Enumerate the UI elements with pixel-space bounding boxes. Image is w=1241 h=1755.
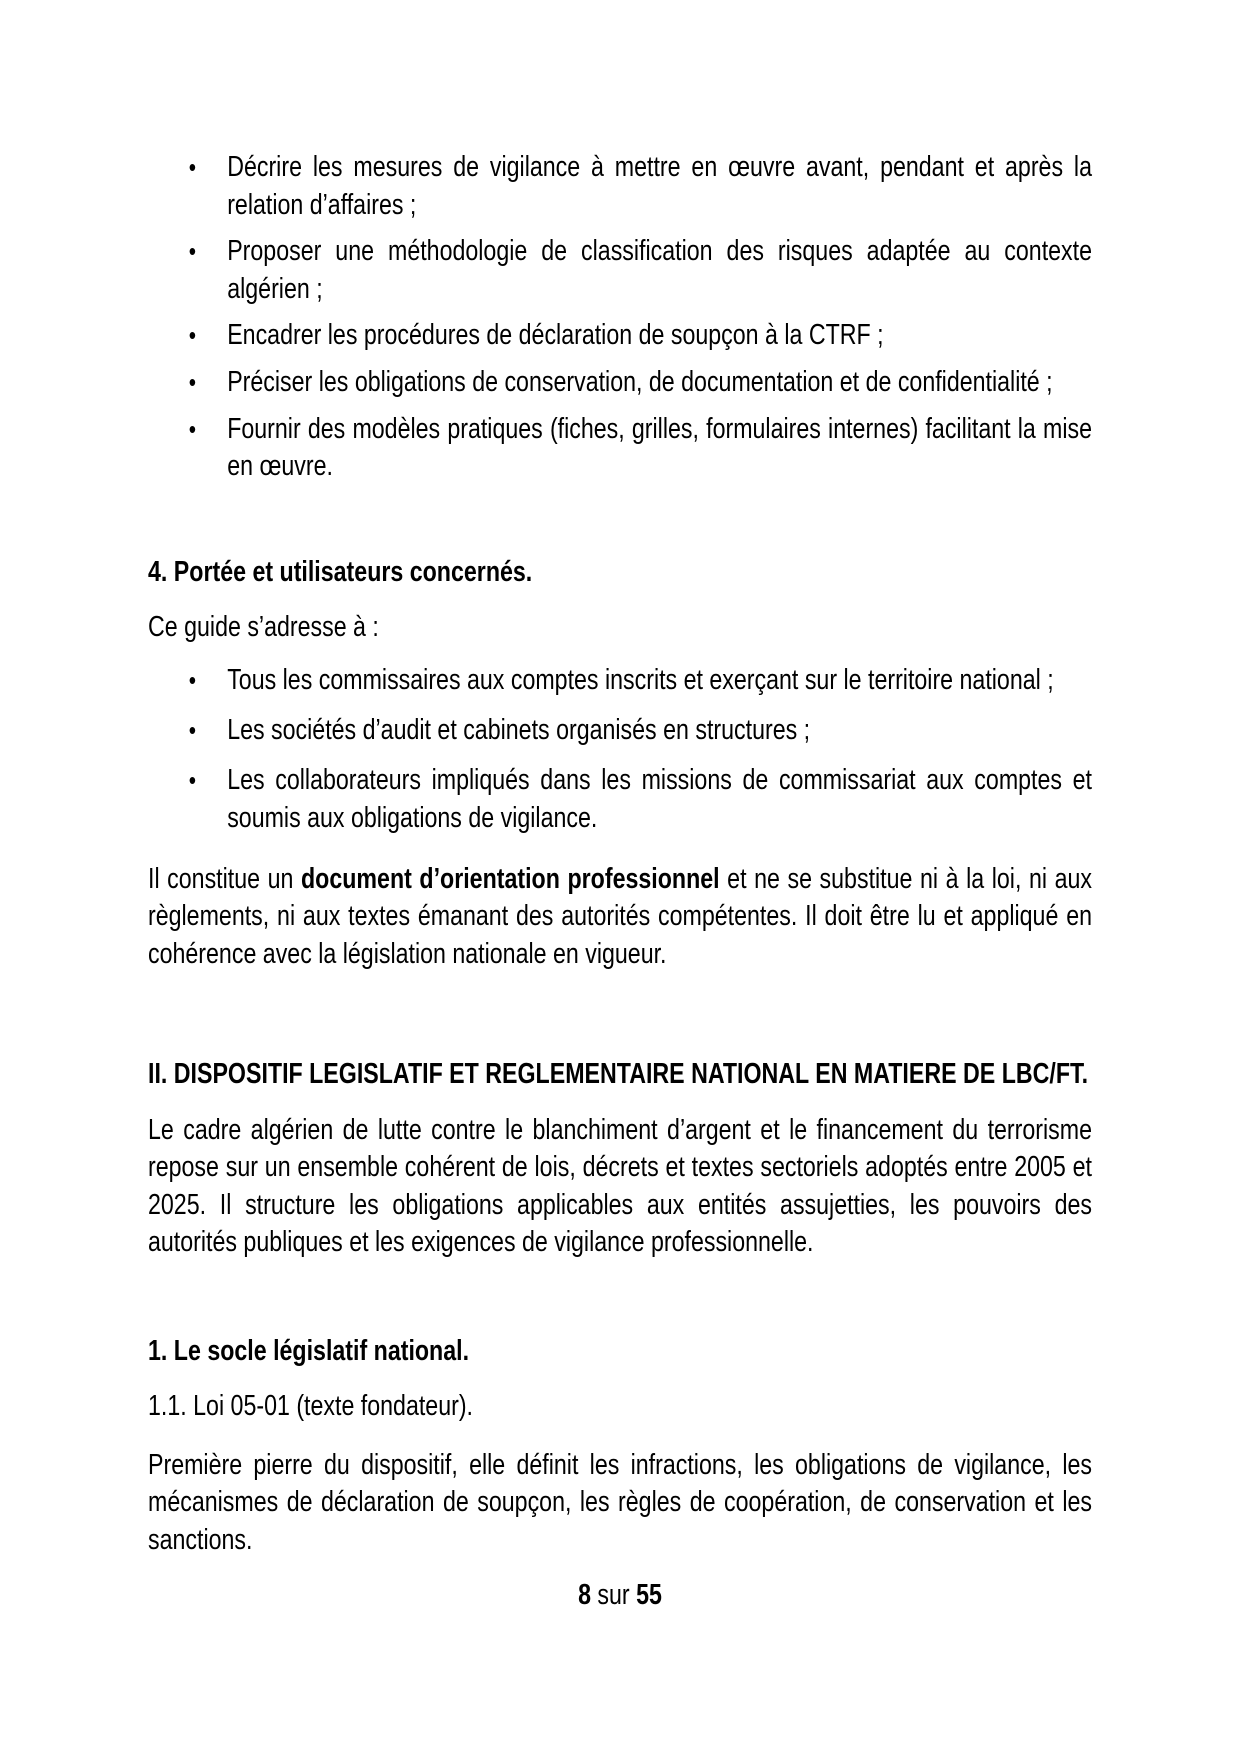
page-content xyxy=(148,0,1092,1614)
list-item-text: Fournir des modèles pratiques (fiches, grilles, formulaires internes) facilitant la mise en œuvre. xyxy=(227,412,1092,483)
bullet-icon: • xyxy=(188,236,197,267)
note-paragraph xyxy=(148,861,1092,974)
note-text-bold: document d’orientation professionnel xyxy=(301,862,720,895)
bullet-icon: • xyxy=(188,765,197,796)
bullet-icon: • xyxy=(188,320,197,351)
list-item xyxy=(148,364,1092,402)
bullet-icon: • xyxy=(188,413,197,444)
bullet-icon: • xyxy=(188,715,197,746)
list-item xyxy=(148,762,1092,837)
list-item xyxy=(148,411,1092,486)
page-number-footer xyxy=(148,1577,1092,1615)
list-item-text: Décrire les mesures de vigilance à mettre en œuvre avant, pendant et après la relation d’affaires ; xyxy=(227,151,1092,221)
intro-paragraph: Ce guide s’adresse à : xyxy=(148,611,379,644)
socle-paragraph: Première pierre du dispositif, elle définit les infractions, les obligations de vigilance, les mécanismes de déclaration de soupçon, les règles de coopération, de conservation et les sanctions. xyxy=(148,1448,1092,1556)
list-item-text: Les collaborateurs impliqués dans les missions de commissariat aux comptes et soumis aux obligations de vigilance. xyxy=(227,764,1092,834)
list-item-text: Tous les commissaires aux comptes inscrits et exerçant sur le territoire national ; xyxy=(227,664,1054,697)
section-heading-dispositif: II. DISPOSITIF LEGISLATIF ET REGLEMENTAIRE NATIONAL EN MATIERE DE LBC/FT. xyxy=(148,1057,1089,1090)
section-heading-socle: 1. Le socle législatif national. xyxy=(148,1335,470,1368)
bullet-icon: • xyxy=(188,367,197,398)
bullet-icon: • xyxy=(188,152,197,182)
list-item xyxy=(148,712,1092,750)
list-item-text: Proposer une méthodologie de classification des risques adaptée au contexte algérien ; xyxy=(227,235,1092,305)
list-item xyxy=(148,149,1092,224)
current-page-number: 8 xyxy=(578,1578,591,1611)
list-item-text: Préciser les obligations de conservation, de documentation et de confidentialité ; xyxy=(227,366,1053,399)
list-item xyxy=(148,233,1092,308)
audience-list xyxy=(148,662,1092,837)
list-item-text: Les sociétés d’audit et cabinets organisés en structures ; xyxy=(227,714,811,747)
subsection-heading-loi: 1.1. Loi 05-01 (texte fondateur). xyxy=(148,1390,474,1423)
note-text-after: et ne se substitue ni à la loi, ni aux règlements, ni aux textes émanant des autorités compétentes. Il doit être lu et appliqué en cohérence avec la législation nationale en vigueur. xyxy=(148,862,1093,970)
list-item xyxy=(148,662,1092,700)
list-item xyxy=(148,317,1092,355)
note-text-before: Il constitue un xyxy=(148,862,301,895)
section-heading-portee: 4. Portée et utilisateurs concernés. xyxy=(148,556,533,589)
list-item-text: Encadrer les procédures de déclaration de soupçon à la CTRF ; xyxy=(227,319,884,352)
dispositif-paragraph: Le cadre algérien de lutte contre le blanchiment d’argent et le financement du terrorisme repose sur un ensemble cohérent de lois, décrets et textes sectoriels adoptés entre 2005 et 2025. Il structure les obligations applicables aux entités assujetties, les pouvoirs des autorités publiques et les exigences de vigilance professionnelle. xyxy=(148,1113,1092,1259)
page-number-separator: sur xyxy=(597,1578,630,1611)
bullet-icon: • xyxy=(188,665,197,696)
total-page-count: 55 xyxy=(636,1578,662,1611)
objectives-list xyxy=(148,149,1092,486)
